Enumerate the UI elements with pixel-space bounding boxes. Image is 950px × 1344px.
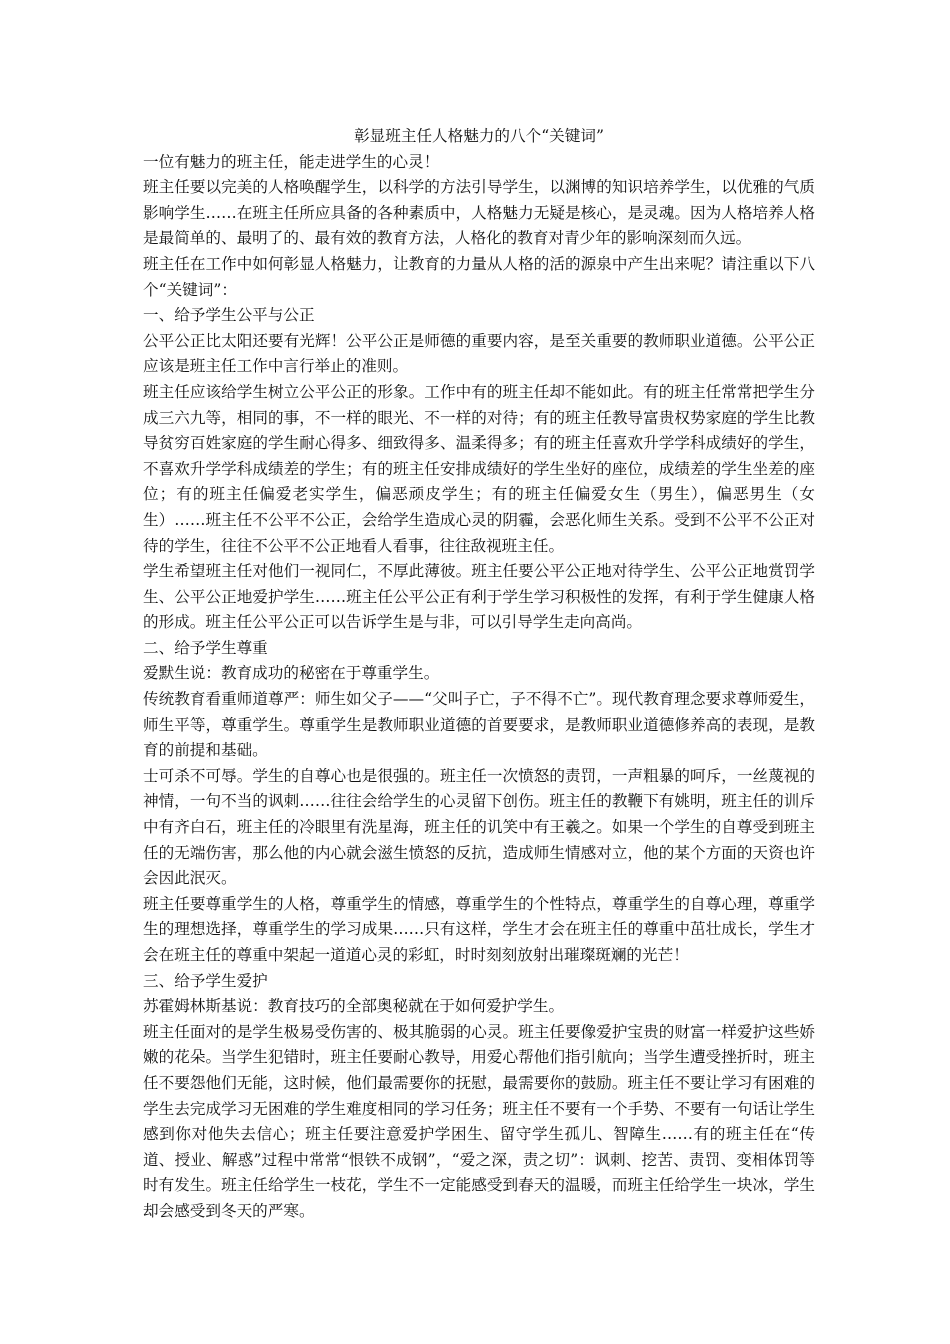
section-heading: 二、给予学生尊重 [143,638,268,657]
body-paragraph: 苏霍姆林斯基说：教育技巧的全部奥秘就在于如何爱护学生。 [143,997,565,1016]
section-heading: 三、给予学生爱护 [143,971,268,990]
body-paragraph: 班主任在工作中如何彰显人格魅力，让教育的力量从人格的活的源泉中产生出来呢？请注重以下八个“关键词”： [143,254,815,299]
body-paragraph: 士可杀不可辱。学生的自尊心也是很强的。班主任一次愤怒的责罚，一声粗暴的呵斥，一丝蔑视的神情，一句不当的讽刺……往往会给学生的心灵留下创伤。班主任的教鞭下有姚明，班主任的训斥中有齐白石，班主任的冷眼里有洗星海，班主任的讥笑中有王羲之。如果一个学生的自尊受到班主任的无端伤害，那么他的内心就会滋生愤怒的反抗，造成师生情感对立，他的某个方面的天资也许会因此泯灭。 [143,766,815,888]
body-paragraph: 班主任应该给学生树立公平公正的形象。工作中有的班主任却不能如此。有的班主任常常把学生分成三六九等，相同的事，不一样的眼光、不一样的对待；有的班主任教导富贵权势家庭的学生比教导贫穷百姓家庭的学生耐心得多、细致得多、温柔得多；有的班主任喜欢升学学科成绩好的学生，不喜欢升学学科成绩差的学生；有的班主任安排成绩好的学生坐好的座位，成绩差的学生坐差的座位；有的班主任偏爱老实学生，偏恶顽皮学生；有的班主任偏爱女生（男生），偏恶男生（女生）……班主任不公平不公正，会给学生造成心灵的阴霾，会恶化师生关系。受到不公平不公正对待的学生，往往不公平不公正地看人看事，往往敌视班主任。 [143,382,815,555]
body-paragraph: 一位有魅力的班主任，能走进学生的心灵！ [143,152,440,171]
body-paragraph: 班主任要以完美的人格唤醒学生，以科学的方法引导学生，以渊博的知识培养学生，以优雅的气质影响学生……在班主任所应具备的各种素质中，人格魅力无疑是核心，是灵魂。因为人格培养人格是最简单的、最明了的、最有效的教育方法，人格化的教育对青少年的影响深刻而久远。 [143,178,815,248]
section-heading: 一、给予学生公平与公正 [143,306,315,325]
body-paragraph: 爱默生说：教育成功的秘密在于尊重学生。 [143,664,440,683]
body-paragraph: 学生希望班主任对他们一视同仁，不厚此薄彼。班主任要公平公正地对待学生、公平公正地赏罚学生、公平公正地爱护学生……班主任公平公正有利于学生学习积极性的发挥，有利于学生健康人格的形成。班主任公平公正可以告诉学生是与非，可以引导学生走向高尚。 [143,562,815,632]
document-title: 彰显班主任人格魅力的八个“关键词” [354,127,604,145]
paragraph-list [143,150,815,1225]
body-paragraph: 班主任面对的是学生极易受伤害的、极其脆弱的心灵。班主任要像爱护宝贵的财富一样爱护这些娇嫩的花朵。当学生犯错时，班主任要耐心教导，用爱心帮他们指引航向；当学生遭受挫折时，班主任不要怨他们无能，这时候，他们最需要你的抚慰，最需要你的鼓励。班主任不要让学习有困难的学生去完成学习无困难的学生难度相同的学习任务；班主任不要有一个手势、不要有一句话让学生感到你对他失去信心；班主任要注意爱护学困生、留守学生孤儿、智障生……有的班主任在“传道、授业、解惑”过程中常常“恨铁不成钢”，“爱之深，责之切”：讽刺、挖苦、责罚、变相体罚等时有发生。班主任给学生一枝花，学生不一定能感受到春天的温暖，而班主任给学生一块冰，学生却会感受到冬天的严寒。 [143,1022,815,1220]
document-body [143,124,815,1225]
body-paragraph: 班主任要尊重学生的人格，尊重学生的情感，尊重学生的个性特点，尊重学生的自尊心理，尊重学生的理想选择，尊重学生的学习成果……只有这样，学生才会在班主任的尊重中茁壮成长，学生才会在班主任的尊重中架起一道道心灵的彩虹，时时刻刻放射出璀璨斑斓的光芒！ [143,894,815,964]
body-paragraph: 传统教育看重师道尊严：师生如父子——“父叫子亡，子不得不亡”。现代教育理念要求尊师爱生，师生平等，尊重学生。尊重学生是教师职业道德的首要要求，是教师职业道德修养高的表现，是教育的前提和基础。 [143,690,815,760]
body-paragraph: 公平公正比太阳还要有光辉！公平公正是师德的重要内容，是至关重要的教师职业道德。公平公正应该是班主任工作中言行举止的准则。 [143,331,815,376]
